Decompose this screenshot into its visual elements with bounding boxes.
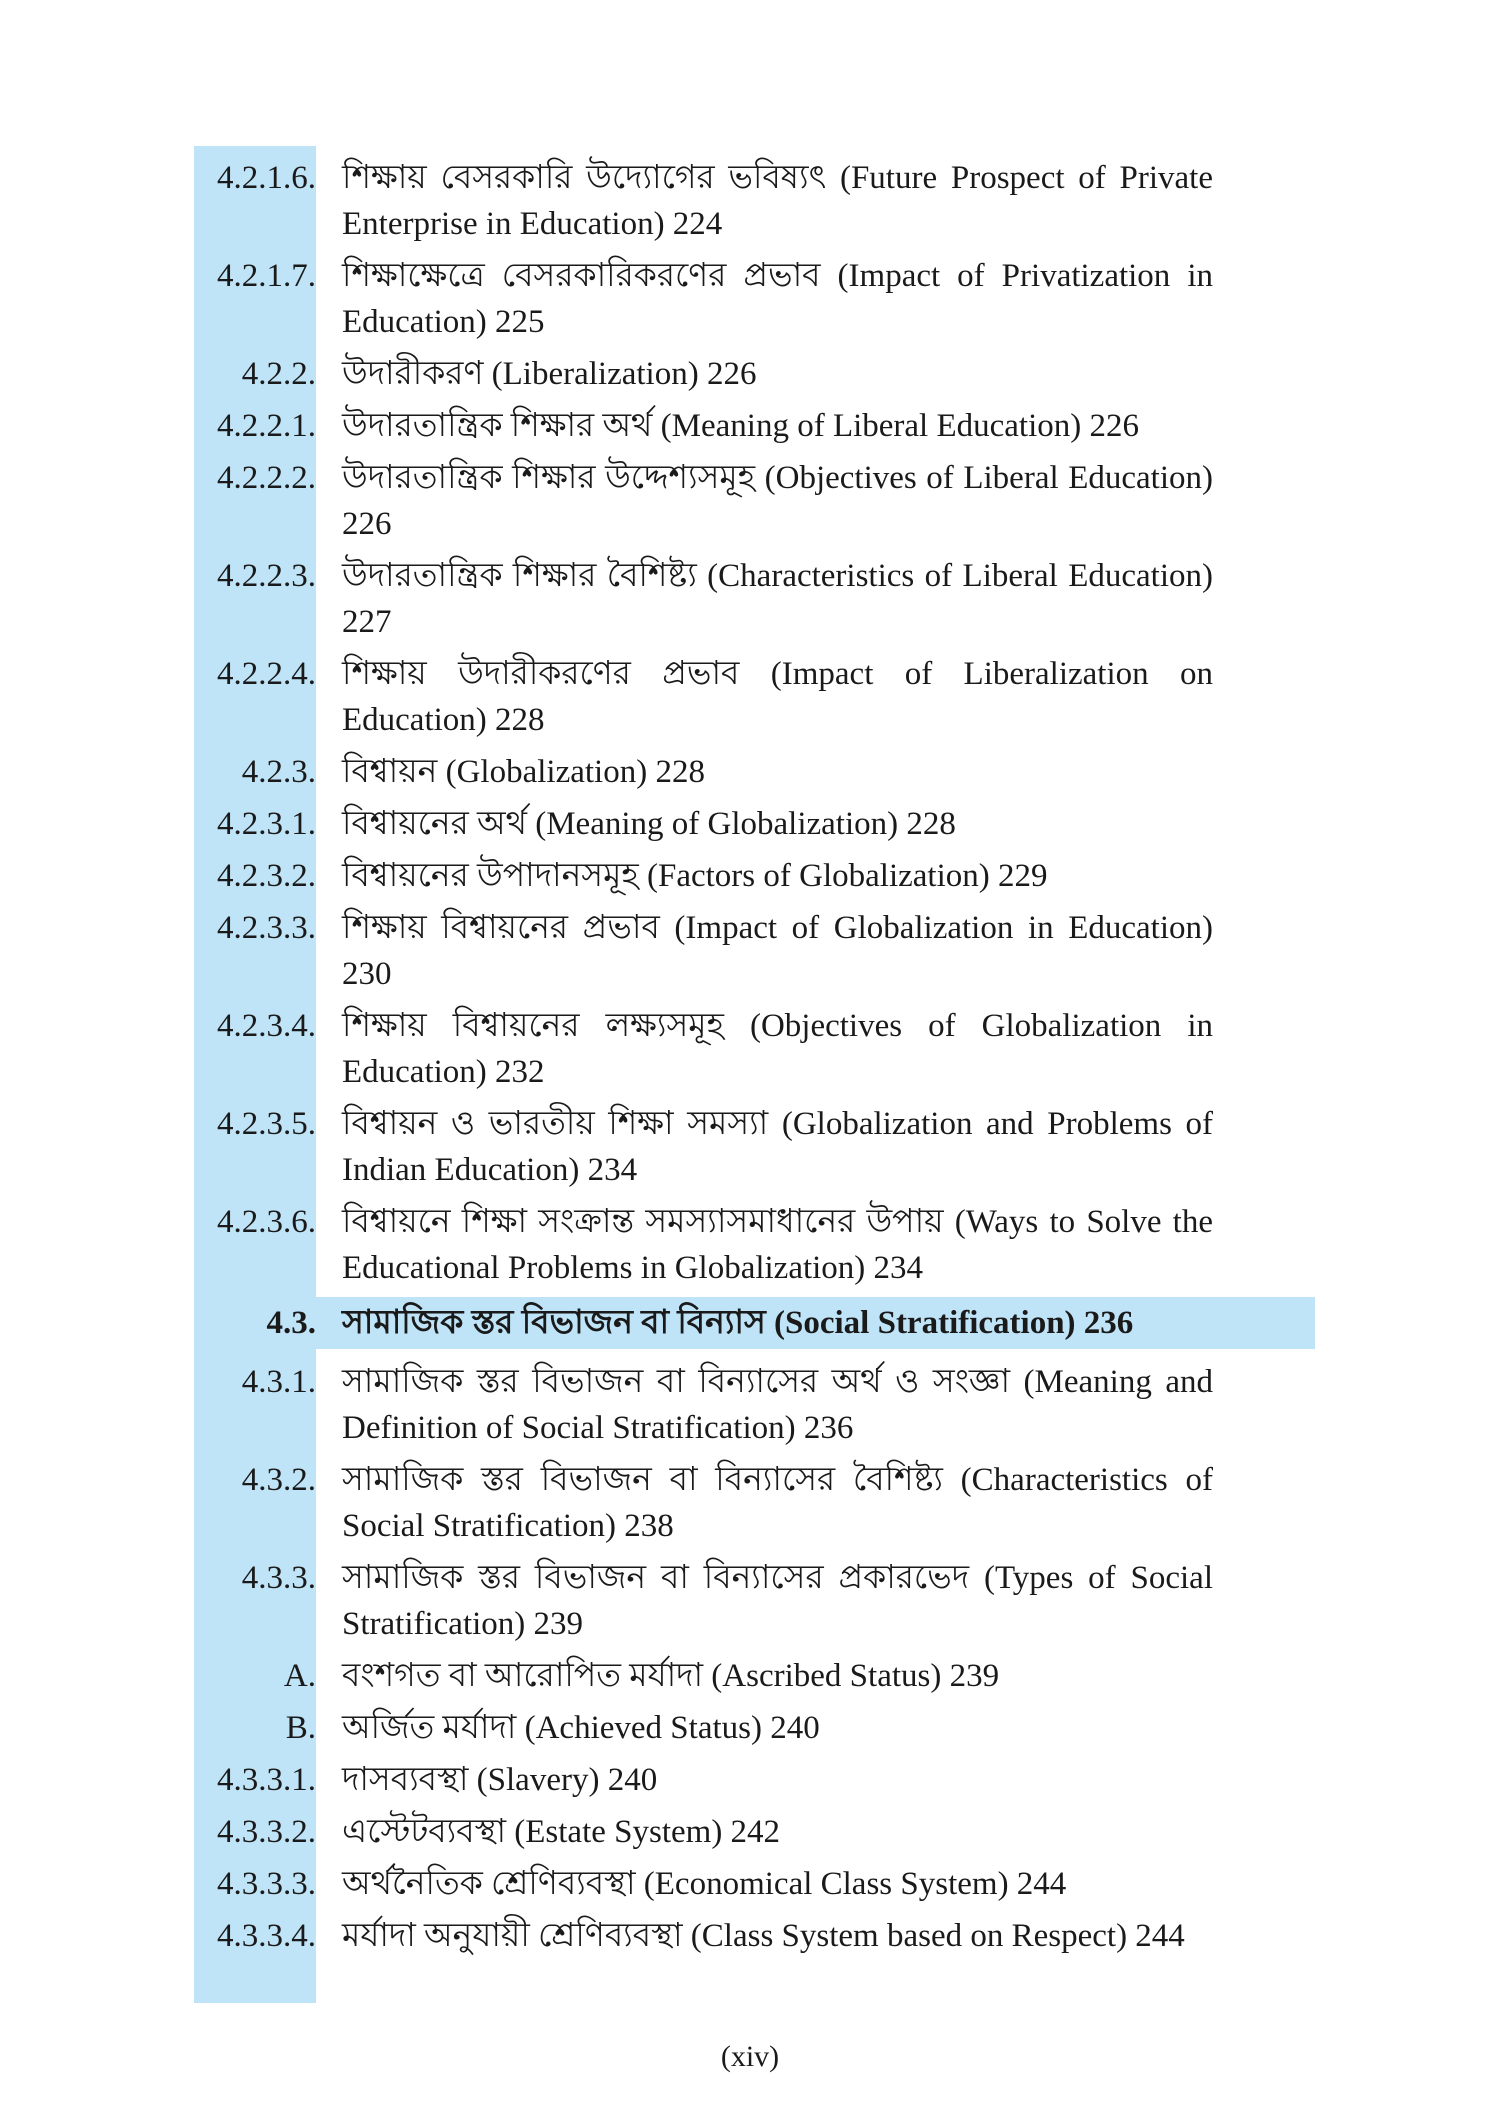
toc-entry-number: 4.3.3. [241,1560,316,1596]
toc-entry [194,1457,1315,1549]
toc-entry-title: শিক্ষায় বিশ্বায়নের লক্ষ্যসমূহ (Objectives of Globalization in Education) 232 [342,1008,1213,1090]
toc-entry-number: A. [283,1658,316,1694]
toc-entry-number: 4.3.3.4. [217,1918,316,1954]
toc-entry-title: শিক্ষায় উদারীকরণের প্রভাব (Impact of Liberalization on Education) 228 [342,656,1213,738]
toc-entry-number: 4.2.3.3. [217,910,316,946]
toc-entry [194,351,1315,397]
toc-entry-title: শিক্ষাক্ষেত্রে বেসরকারিকরণের প্রভাব (Impact of Privatization in Education) 225 [342,258,1213,340]
toc-entry-number: 4.2.2.1. [217,408,316,444]
toc-entry-number: 4.2.2.3. [217,558,316,594]
toc-entry [194,749,1315,795]
toc-entry-title: শিক্ষায় বিশ্বায়নের প্রভাব (Impact of Globalization in Education) 230 [342,910,1213,992]
toc-entry-title: বিশ্বায়ন ও ভারতীয় শিক্ষা সমস্যা (Globalization and Problems of Indian Education) 234 [342,1106,1213,1188]
toc-entry-number: 4.2.3.5. [217,1106,316,1142]
toc-entry [194,1913,1315,1959]
toc-entry-number: 4.2.3.1. [217,806,316,842]
toc-entry-title: অর্থনৈতিক শ্রেণিব্যবস্থা (Economical Class System) 244 [342,1866,1067,1902]
toc-entry [194,553,1315,645]
toc-entry-title: মর্যাদা অনুযায়ী শ্রেণিব্যবস্থা (Class System based on Respect) 244 [342,1918,1185,1954]
toc-entry-title: সামাজিক স্তর বিভাজন বা বিন্যাসের অর্থ ও সংজ্ঞা (Meaning and Definition of Social Stratification) 236 [342,1364,1213,1446]
toc-entry-number: 4.3.2. [241,1462,316,1498]
toc-entry-title: বংশগত বা আরোপিত মর্যাদা (Ascribed Status) 239 [342,1658,1000,1694]
toc-entry [194,1003,1315,1095]
toc-entry-title: সামাজিক স্তর বিভাজন বা বিন্যাসের বৈশিষ্ট্য (Characteristics of Social Stratification) 238 [342,1462,1213,1544]
toc-entry [194,1861,1315,1907]
page-number: (xiv) [720,2040,780,2073]
toc-entry [194,905,1315,997]
toc-entry-number: 4.2.1.7. [217,258,316,294]
toc-entry-number: 4.3.1. [241,1364,316,1400]
toc-entry [194,1705,1315,1751]
toc-entry [194,1809,1315,1855]
toc-entry-title: শিক্ষায় বেসরকারি উদ্যোগের ভবিষ্যৎ (Future Prospect of Private Enterprise in Education) 224 [342,160,1213,242]
toc-entry-number: 4.2.2.2. [217,460,316,496]
toc-entry-number: 4.2.3.6. [217,1204,316,1240]
toc-entry-title: সামাজিক স্তর বিভাজন বা বিন্যাসের প্রকারভেদ (Types of Social Stratification) 239 [342,1560,1213,1642]
toc-entry-number: 4.3.3.2. [217,1814,316,1850]
toc-entry [194,403,1315,449]
toc-section-heading [194,1297,1315,1349]
toc-entry [194,853,1315,899]
toc-entry [194,253,1315,345]
toc-entry [194,1653,1315,1699]
toc-entry-title: উদারতান্ত্রিক শিক্ষার বৈশিষ্ট্য (Characteristics of Liberal Education) 227 [342,558,1213,640]
toc-entry-title: দাসব্যবস্থা (Slavery) 240 [342,1762,658,1798]
toc-entry-title: বিশ্বায়নে শিক্ষা সংক্রান্ত সমস্যাসমাধানের উপায় (Ways to Solve the Educational Problems in Globalization) 234 [342,1204,1213,1286]
toc-entry-number: 4.2.3. [241,754,316,790]
toc-entry-number: 4.2.1.6. [217,160,316,196]
toc-entry-title: উদারীকরণ (Liberalization) 226 [342,356,757,392]
toc-entry-number: 4.2.2.4. [217,656,316,692]
toc-entry [194,1199,1315,1291]
toc-entry-title: বিশ্বায়নের অর্থ (Meaning of Globalization) 228 [342,806,956,842]
toc-entry-title: উদারতান্ত্রিক শিক্ষার উদ্দেশ্যসমূহ (Objectives of Liberal Education) 226 [342,460,1213,542]
toc-entry [194,1101,1315,1193]
toc-entry-number: 4.2.3.4. [217,1008,316,1044]
toc-entry-number: 4.2.3.2. [217,858,316,894]
toc-entry-number: 4.2.2. [241,356,316,392]
toc-entry-number: 4.3.3.1. [217,1762,316,1798]
toc-entry [194,801,1315,847]
toc-entry-title: বিশ্বায়নের উপাদানসমূহ (Factors of Globalization) 229 [342,858,1048,894]
toc-entry [194,1359,1315,1451]
table-of-contents [194,155,1315,1965]
toc-entry-title: উদারতান্ত্রিক শিক্ষার অর্থ (Meaning of Liberal Education) 226 [342,408,1139,444]
toc-entry-number: 4.3. [266,1305,316,1341]
toc-entry-title: বিশ্বায়ন (Globalization) 228 [342,754,705,790]
toc-entry [194,1757,1315,1803]
toc-entry [194,455,1315,547]
toc-entry-title: অর্জিত মর্যাদা (Achieved Status) 240 [342,1710,820,1746]
toc-entry [194,1555,1315,1647]
toc-entry-number: 4.3.3.3. [217,1866,316,1902]
toc-entry-title: এস্টেটব্যবস্থা (Estate System) 242 [342,1814,781,1850]
toc-entry-title: সামাজিক স্তর বিভাজন বা বিন্যাস (Social Stratification) 236 [342,1305,1134,1341]
toc-entry [194,651,1315,743]
toc-entry [194,155,1315,247]
toc-entry-number: B. [285,1710,316,1746]
